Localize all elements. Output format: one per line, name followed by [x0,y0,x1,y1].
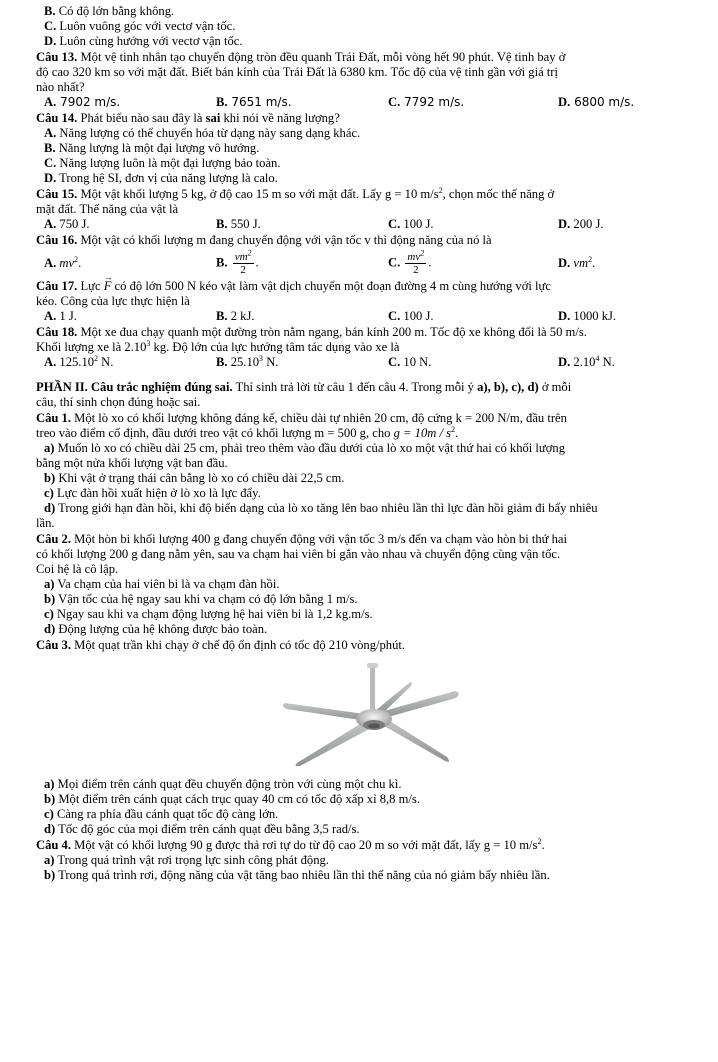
q16-option-d: D. $vm^2$. [558,254,596,270]
q16-options [36,248,708,278]
p2q2-stem-line2: có khối lượng 200 g đang nằm yên, sau va chạm hai viên bi gắn vào nhau và chuyển động cùng vận tốc. [36,547,561,561]
p2q3-item-b: b) Một điểm trên cánh quạt cách trục quay 40 cm có tốc độ xấp xỉ 8,8 m/s. [44,792,420,806]
p2q2-item-c: c) Ngay sau khi va chạm động lượng hệ hai viên bi là 1,2 kg.m/s. [44,607,373,621]
p2q1-item-b: b) Khi vật ở trạng thái cân bằng lò xo có chiều dài 22,5 cm. [44,471,345,485]
p2q3-item-d: d) Tốc độ góc của mọi điểm trên cánh quạt đều bằng 3,5 rad/s. [44,822,360,836]
q17-option-c: C. 100 J. [388,309,434,323]
p2q4-item-a: a) Trong quá trình vật rơi trọng lực sinh công phát động. [44,853,329,867]
p2q1-item-d-line2: lần. [36,516,55,530]
p2q1-item-a-line2: bằng một nửa khối lượng vật ban đầu. [36,456,228,470]
q13-stem-line3: nào nhất? [36,80,85,94]
q17-stem-line2: kéo. Công của lực thực hiện là [36,294,190,308]
part2-question-2 [36,532,708,637]
question-16 [36,233,708,278]
p2q2-item-d: d) Động lượng của hệ không được bảo toàn. [44,622,268,636]
q17-option-b: B. 2 kJ. [216,309,255,323]
question-13 [36,50,708,110]
q16-option-a: A. $mv^2$. [44,254,82,270]
ceiling-fan-icon [277,663,467,769]
q13-stem-line2: độ cao 320 km so với mặt đất. Biết bán kính của Trái Đất là 6380 km. Tốc độ của vệ tinh gần với giá trị [36,65,558,79]
q17-option-d: D. 1000 kJ. [558,309,617,323]
q14-option-d: D. Trong hệ SI, đơn vị của năng lượng là calo. [44,171,278,185]
q18-stem-line2: Khối lượng xe là 2.10$^3$ kg. Độ lớn của lực hướng tâm tác dụng vào xe là [36,338,400,354]
q18-option-b: B. 25.10$^3$ N. [216,353,279,369]
force-vector-symbol: → F [103,272,113,293]
q18-option-d: D. 2.10$^4$ N. [558,353,615,369]
q17-option-a: A. 1 J. [44,309,77,323]
q18-option-a: A. 125.10$^2$ N. [44,353,114,369]
q17-options [36,309,708,324]
ceiling-fan-image [36,663,708,769]
p2q2-stem: Câu 2. Một hòn bi khối lượng 400 g đang chuyển động với vận tốc 3 m/s đến va chạm vào hòn bi thứ hai [36,532,568,546]
part2-question-1 [36,411,708,531]
q15-option-b: B. 550 J. [216,217,261,231]
q16-stem: Câu 16. Một vật có khối lượng m đang chuyển động với vận tốc v thì động năng của nó là [36,233,492,247]
q13-option-d: D. 6800 m/s. [558,95,635,109]
p2q4-item-b: b) Trong quá trình rơi, động năng của vật tăng bao nhiêu lần thì thế năng của nó giảm bấy nhiêu lần. [44,868,550,882]
p2q3-stem: Câu 3. Một quạt trần khi chạy ở chế độ ổn định có tốc độ 210 vòng/phút. [36,638,406,652]
q15-option-d: D. 200 J. [558,217,604,231]
q14-option-a: A. Năng lượng có thể chuyển hóa từ dạng này sang dạng khác. [44,126,361,140]
p2q2-stem-line3: Coi hệ là cô lập. [36,562,119,576]
p2q3-item-a: a) Mọi điểm trên cánh quạt đều chuyển động tròn với cùng một chu kì. [44,777,402,791]
p2q1-stem: Câu 1. Một lò xo có khối lượng không đáng kể, chiều dài tự nhiên 20 cm, độ cứng k = 200 N/m, đầu trên [36,411,567,425]
q15-options [36,217,708,232]
question-15 [36,187,708,232]
part-2-heading [36,380,708,410]
q18-options [36,355,708,370]
part-2-instructions: câu, thí sinh chọn đúng hoặc sai. [36,395,201,409]
question-17 [36,272,708,324]
part2-question-4 [36,838,708,883]
p2q4-stem: Câu 4. Một vật có khối lượng 90 g được thả rơi tự do từ độ cao 20 m so với mặt đất, lấy g = 10 $m/s^2$. [36,836,545,852]
p2q1-item-c: c) Lực đàn hồi xuất hiện ở lò xo là lực đẩy. [44,486,261,500]
part-2-title: PHẦN II. Câu trắc nghiệm đúng sai. Thí sinh trả lời từ câu 1 đến câu 4. Trong mỗi ý a), b), c), d) ở mỗi [36,380,572,394]
q16-c-fraction: $\frac{mv^2}{2}$ [407,247,425,276]
q15-option-a: A. 750 J. [44,217,90,231]
question-18 [36,325,708,370]
q13-option-b: B. 7651 m/s. [216,95,292,109]
q13-options [36,95,708,110]
q13-option-c: C. 7792 m/s. [388,95,465,109]
q18-option-c: C. 10 N. [388,355,432,369]
q14-stem: Câu 14. Phát biểu nào sau đây là sai khi nói về năng lượng? [36,111,340,125]
question-14 [36,111,708,186]
p2q1-item-a: a) Muốn lò xo có chiều dài 25 cm, phải treo thêm vào đầu dưới của lò xo một vật thứ hai có khối lượng [44,441,566,455]
q12-option-d: D. Luôn cùng hướng với vectơ vận tốc. [44,34,243,48]
q16-option-c: C. $\frac{mv^2}{2}$ . [388,247,432,276]
p2q3-item-c: c) Càng ra phía đầu cánh quạt tốc độ càng lớn. [44,807,279,821]
p2q1-item-d: d) Trong giới hạn đàn hồi, khi độ biến dạng của lò xo tăng lên bao nhiêu lần thì lực đàn hồi giảm đi bấy nhiêu [44,501,598,515]
q12-option-c: C. Luôn vuông góc với vectơ vận tốc. [44,19,236,33]
q16-b-fraction: $\frac{vm^2}{2}$ [234,247,252,276]
q15-option-c: C. 100 J. [388,217,434,231]
q14-option-b: B. Năng lượng là một đại lượng vô hướng. [44,141,260,155]
q18-stem: Câu 18. Một xe đua chạy quanh một đường tròn nằm ngang, bán kính 200 m. Tốc độ xe không đổi là 50 m/s. [36,325,587,339]
p2q2-item-a: a) Va chạm của hai viên bi là va chạm đàn hồi. [44,577,280,591]
q13-stem: Câu 13. Một vệ tinh nhân tạo chuyển động tròn đều quanh Trái Đất, mỗi vòng hết 90 phút. Vệ tinh bay ở [36,50,566,64]
q12-option-b: B. Có độ lớn bằng không. [44,4,175,18]
q16-option-b: B. $\frac{vm^2}{2}$ . [216,247,259,276]
q15-stem: Câu 15. Một vật khối lượng 5 kg, ở độ cao 15 m so với mặt đất. Lấy g = 10 $m/s^2$, chọn mốc thế năng ở [36,185,555,201]
q15-stem-line2: mặt đất. Thế năng của vật là [36,202,179,216]
q17-stem: Câu 17. Lực → F có độ lớn 500 N kéo vật làm vật dịch chuyển một đoạn đường 4 m cùng hướng với lực [36,272,551,293]
p2q2-item-b: b) Vận tốc của hệ ngay sau khi va chạm có độ lớn bằng 1 m/s. [44,592,358,606]
part2-question-3 [36,638,708,837]
q13-option-a: A. 7902 m/s. [44,95,121,109]
q14-option-c: C. Năng lượng luôn là một đại lượng bảo toàn. [44,156,281,170]
p2q1-stem-line2: treo vào điểm cố định, đầu dưới treo vật có khối lượng m = 500 g, cho $g = 10m / s^2$. [36,424,459,440]
